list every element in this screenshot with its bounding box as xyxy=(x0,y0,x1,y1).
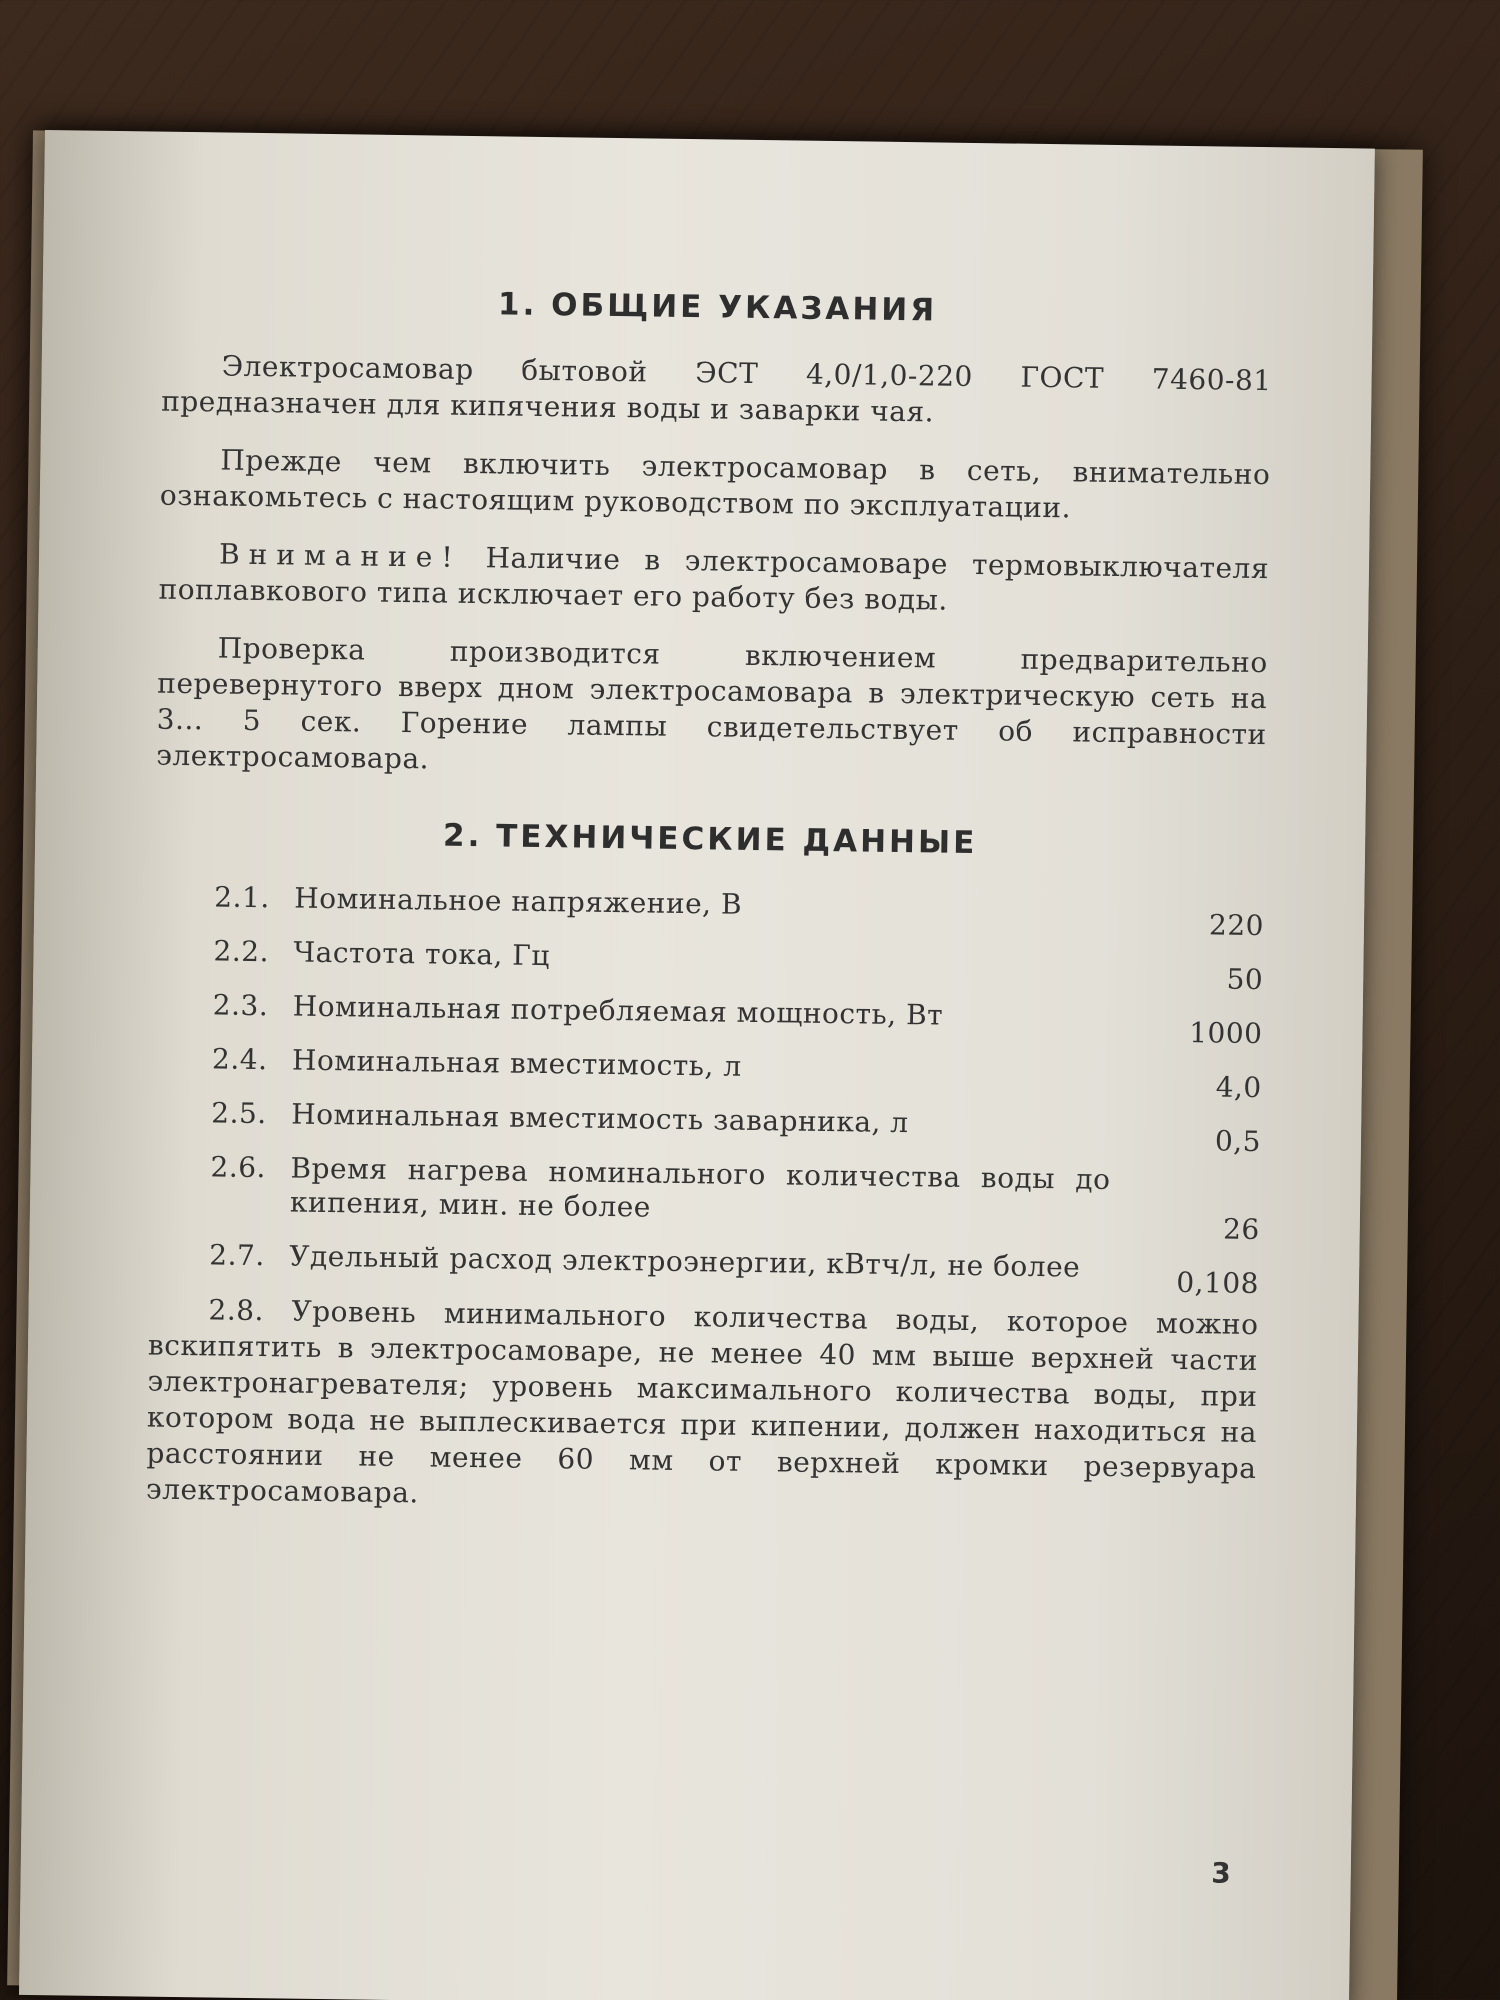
spec-list xyxy=(149,880,1265,1301)
page-number: 3 xyxy=(1211,1856,1232,1890)
spec-row-2-6 xyxy=(150,1150,1261,1247)
manual-page xyxy=(19,130,1375,2000)
spec-row-2-5 xyxy=(151,1096,1262,1159)
attention-text: Наличие в электросамоваре термовыключателя поплавкового типа исключает его работу без воды. xyxy=(158,541,1270,617)
intro-paragraph: Электросамовар бытовой ЭСТ 4,0/1,0-220 ГОСТ 7460-81 предназначен для кипячения воды и заварки чая. xyxy=(160,349,1272,429)
spec-value: 0,5 xyxy=(1214,1124,1262,1159)
spec-number: 2.2. xyxy=(213,934,270,969)
spec-number: 2.3. xyxy=(212,988,269,1023)
warning-read-manual-paragraph: Прежде чем включить электросамовар в сеть, внимательно ознакомьтесь с настоящим руководством по эксплуатации. xyxy=(159,443,1271,525)
spec-number: 2.1. xyxy=(214,880,270,915)
spec-value: 26 xyxy=(1222,1212,1260,1247)
section-2-heading: 2. ТЕХНИЧЕСКИЕ ДАННЫЕ xyxy=(442,817,978,862)
spec-row-2-7 xyxy=(149,1238,1260,1301)
spec-number: 2.5. xyxy=(211,1096,267,1131)
spec-value: 4,0 xyxy=(1215,1070,1262,1105)
attention-paragraph xyxy=(158,536,1269,623)
spec-label: Удельный расход электроэнергии, кВтч/л, не более xyxy=(289,1239,1081,1284)
spec-row-2-4 xyxy=(152,1042,1262,1105)
spec-number: 2.6. xyxy=(210,1150,267,1185)
spec-label: Частота тока, Гц xyxy=(293,935,551,973)
spec-row-2-3 xyxy=(153,988,1263,1051)
section-1-heading: 1. ОБЩИЕ УКАЗАНИЯ xyxy=(497,286,938,329)
spec-label: Номинальная потребляемая мощность, Вт xyxy=(292,989,944,1032)
check-paragraph: Проверка производится включением предварительно перевернутого вверх дном электросамовара в электрическую сеть на 3... 5 сек. Горение лампы свидетельствует об исправности электросамовара. xyxy=(156,631,1268,776)
spec-row-2-1 xyxy=(154,880,1265,943)
attention-word: Внимание! xyxy=(218,537,462,574)
spec-value: 50 xyxy=(1226,962,1264,997)
spec-label: Номинальная вместимость, л xyxy=(291,1043,742,1083)
item-2-8-paragraph: 2.8. Уровень минимального количества воды, которое можно вскипятить в электросамоваре, не менее 40 мм выше верхней части электронагревателя; уровень максимального количества воды, при котором вода не выплескивается при кипении, должен находиться на расстоянии не менее 60 мм от верхней кромки резервуара электросамовара. xyxy=(145,1293,1259,1510)
spec-value: 0,108 xyxy=(1176,1265,1260,1301)
spec-label: Номинальное напряжение, В xyxy=(294,881,743,921)
spec-label: Номинальная вместимость заварника, л xyxy=(291,1097,909,1140)
spec-row-2-2 xyxy=(153,934,1264,997)
spec-value: 1000 xyxy=(1189,1016,1263,1051)
spec-number: 2.4. xyxy=(211,1042,268,1077)
spec-value: 220 xyxy=(1208,908,1265,943)
page-content xyxy=(145,282,1272,1545)
spec-label: Время нагрева номинального количества воды до кипения, мин. не более xyxy=(289,1151,1111,1224)
spec-number: 2.7. xyxy=(209,1238,265,1273)
